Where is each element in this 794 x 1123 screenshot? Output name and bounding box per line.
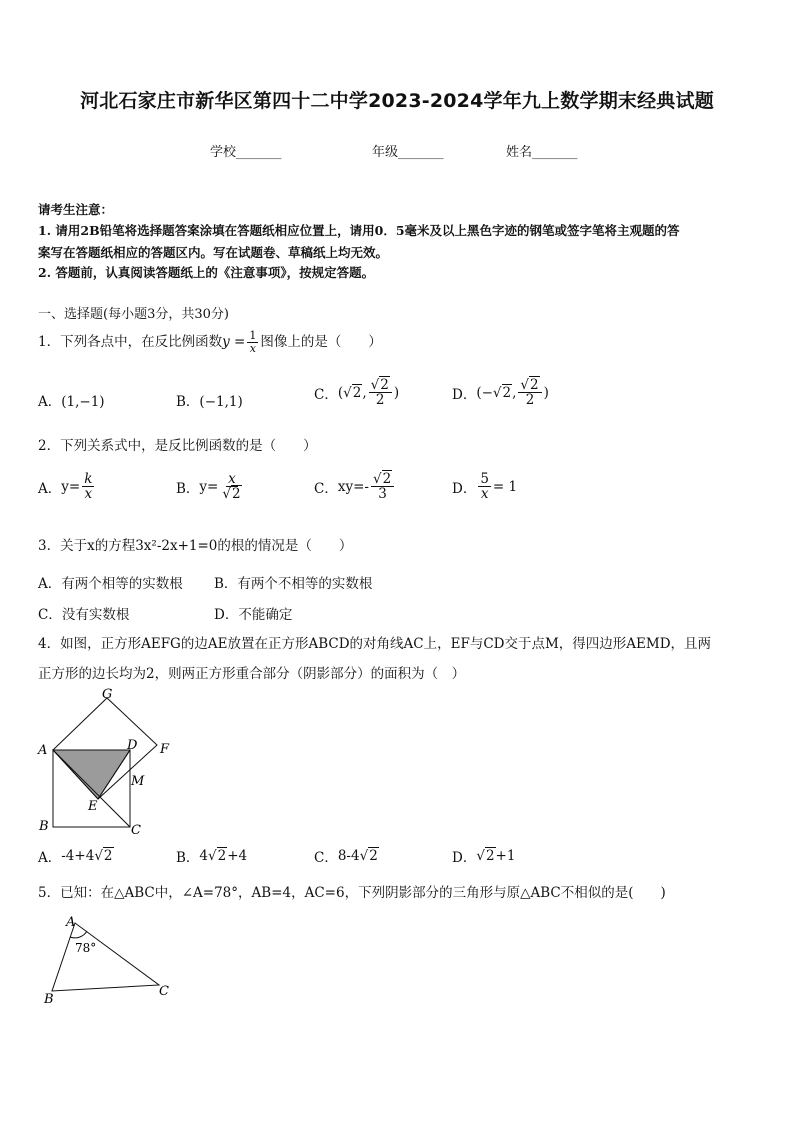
q1-d-den: 2 <box>525 392 535 409</box>
q1-c-rad2: 2 <box>380 377 389 393</box>
q4-option-d <box>452 846 515 866</box>
q5-angle-arc <box>70 931 87 938</box>
q2-option-a <box>38 472 96 501</box>
q5-triangle-abc <box>52 923 159 991</box>
q1-option-c <box>314 378 399 407</box>
q1-c-open: ( <box>337 384 344 401</box>
q4-b-pre: 4 <box>199 848 209 864</box>
q1-d-open: (− <box>476 384 493 401</box>
q4-a-rad: 2 <box>103 848 113 864</box>
q1-c-comma: , <box>362 384 367 401</box>
notice-heading: 请考生注意： <box>38 202 114 217</box>
q4-label-d: D <box>127 738 138 753</box>
q4-label-m: M <box>131 774 145 789</box>
q2-b-label: B． <box>176 480 200 497</box>
school-field: 学校_______ <box>210 145 282 160</box>
q1-func-lhs: y = <box>222 334 246 351</box>
q2-d-den: x <box>480 486 489 503</box>
notice-line-2: 案写在答题纸相应的答题区内。写在试题卷、草稿纸上均无效。 <box>38 245 389 260</box>
q1-c-fraction <box>369 378 392 407</box>
q1-c-frac-sqrt: √2 <box>370 377 389 393</box>
q4-b-rad: 2 <box>217 848 227 864</box>
q2-a-fraction <box>82 472 94 501</box>
q1-c-label: C． <box>314 386 338 403</box>
q4-d-sqrt: √2 <box>476 848 495 864</box>
q4-option-c <box>314 846 379 866</box>
q2-option-b <box>176 472 246 501</box>
q5-label-c: C <box>159 984 169 999</box>
q1-a-text: (1,−1) <box>61 394 105 410</box>
q5-label-angle: 78° <box>75 941 97 955</box>
q4-label-g: G <box>102 687 113 702</box>
question-5: 5．已知：在△ABC中，∠A=78°，AB=4，AC=6，下列阴影部分的三角形与原△ABC不相似的是( ) <box>38 885 666 901</box>
q2-c-sqrt: √2 <box>372 471 392 487</box>
q1-d-rad2: 2 <box>530 377 539 393</box>
q4-b-label: B． <box>176 850 200 866</box>
question-4-line-2: 正方形的边长均为2，则两正方形重合部分（阴影部分）的面积为（ ） <box>38 666 466 682</box>
q4-label-a: A <box>38 743 48 758</box>
q1-b-text: (−1,1) <box>199 394 243 410</box>
q4-option-b <box>176 846 247 866</box>
q2-c-lhs: xy=- <box>337 478 369 495</box>
q1-suffix: 图像上的是（ ） <box>260 334 382 351</box>
q4-a-label: A． <box>38 850 62 866</box>
q1-option-b <box>176 390 243 410</box>
q4-a-sqrt: √2 <box>94 848 113 864</box>
q1-d-rad1: 2 <box>502 384 512 401</box>
q4-c-pre: 8-4 <box>337 848 360 864</box>
q2-option-d <box>452 472 517 501</box>
notice-line-3: 2. 答题前，认真阅读答题纸上的《注意事项》，按规定答题。 <box>38 265 375 280</box>
q4-b-post: +4 <box>227 848 248 864</box>
q4-d-rad: 2 <box>485 848 495 864</box>
q1-c-den: 2 <box>375 392 385 409</box>
q5-figure <box>35 912 185 1012</box>
question-4-line-1: 4．如图，正方形AEFG的边AE放置在正方形ABCD的对角线AC上，EF与CD交于点M，得四边形AEMD，且两 <box>38 636 712 652</box>
q1-option-d <box>452 378 549 407</box>
q2-b-sqrt: √2 <box>222 486 241 503</box>
q2-d-fraction <box>478 472 491 501</box>
q1-d-sqrt: √2 <box>492 384 512 401</box>
q4-c-rad: 2 <box>369 848 378 864</box>
q4-label-e: E <box>88 799 98 814</box>
q1-func-num: 1 <box>249 329 257 342</box>
q2-a-lhs: y= <box>61 478 81 495</box>
q4-option-a <box>38 846 114 866</box>
q3-option-c: C．没有实数根 <box>38 607 130 623</box>
section-heading: 一、选择题(每小题3分，共30分) <box>38 307 229 322</box>
question-2: 2．下列关系式中，是反比例函数的是（ ） <box>38 438 317 454</box>
grade-field: 年级_______ <box>372 145 444 160</box>
page-title: 河北石家庄市新华区第四十二中学2023-2024学年九上数学期末经典试题 <box>80 90 714 112</box>
name-field: 姓名_______ <box>506 145 578 160</box>
q4-c-label: C． <box>314 850 338 866</box>
q2-a-num: k <box>84 471 93 487</box>
q1-d-label: D． <box>452 386 477 403</box>
question-1 <box>38 330 382 354</box>
q4-label-f: F <box>160 742 170 757</box>
q2-b-rad: 2 <box>231 486 241 503</box>
question-3: 3．关于x的方程3x²-2x+1=0的根的情况是（ ） <box>38 538 353 554</box>
q2-b-num: x <box>228 471 236 487</box>
q2-d-num: 5 <box>480 471 489 487</box>
q2-a-den: x <box>84 486 93 503</box>
q1-b-label: B． <box>176 394 200 410</box>
q3-option-d: D．不能确定 <box>214 607 293 623</box>
q3-option-b: B．有两个不相等的实数根 <box>214 576 373 592</box>
q1-option-a <box>38 390 105 410</box>
q2-c-den: 3 <box>378 486 387 503</box>
q2-c-fraction <box>371 472 394 501</box>
q2-option-c <box>314 472 396 501</box>
q5-label-a: A <box>66 915 76 930</box>
q2-c-rad: 2 <box>382 471 392 487</box>
q2-d-label: D． <box>452 480 477 497</box>
q4-c-sqrt: √2 <box>359 848 378 864</box>
q1-c-sqrt: √2 <box>343 384 362 401</box>
q1-d-close: ) <box>543 384 549 401</box>
q2-b-lhs: y= <box>199 478 219 495</box>
q1-func-den: x <box>249 341 256 355</box>
q2-c-label: C． <box>314 480 338 497</box>
q2-a-label: A． <box>38 480 62 497</box>
q1-prefix: 1．下列各点中，在反比例函数 <box>38 334 223 351</box>
q4-label-c: C <box>131 823 141 838</box>
q1-d-comma: , <box>512 384 517 401</box>
q1-c-rad1: 2 <box>352 384 362 401</box>
q4-figure <box>30 685 190 840</box>
q3-option-a: A．有两个相等的实数根 <box>38 576 183 592</box>
q2-d-rhs: = 1 <box>492 478 518 495</box>
notice-line-1: 1. 请用2B铅笔将选择题答案涂填在答题纸相应位置上，请用0．5毫米及以上黑色字迹的钢笔或签字笔将主观题的答 <box>38 223 680 238</box>
q1-c-close: ) <box>393 384 400 401</box>
q1-d-fraction <box>518 378 541 407</box>
q4-d-post: +1 <box>495 848 516 864</box>
q1-d-frac-sqrt: √2 <box>520 377 539 393</box>
q4-b-sqrt: √2 <box>208 848 227 864</box>
q4-d-label: D． <box>452 850 477 866</box>
q2-b-fraction <box>220 472 243 501</box>
q4-label-b: B <box>39 819 49 834</box>
q1-func-fraction <box>247 330 258 354</box>
q5-label-b: B <box>44 992 54 1007</box>
q1-a-label: A． <box>38 394 62 410</box>
q4-a-pre: -4+4 <box>61 848 95 864</box>
